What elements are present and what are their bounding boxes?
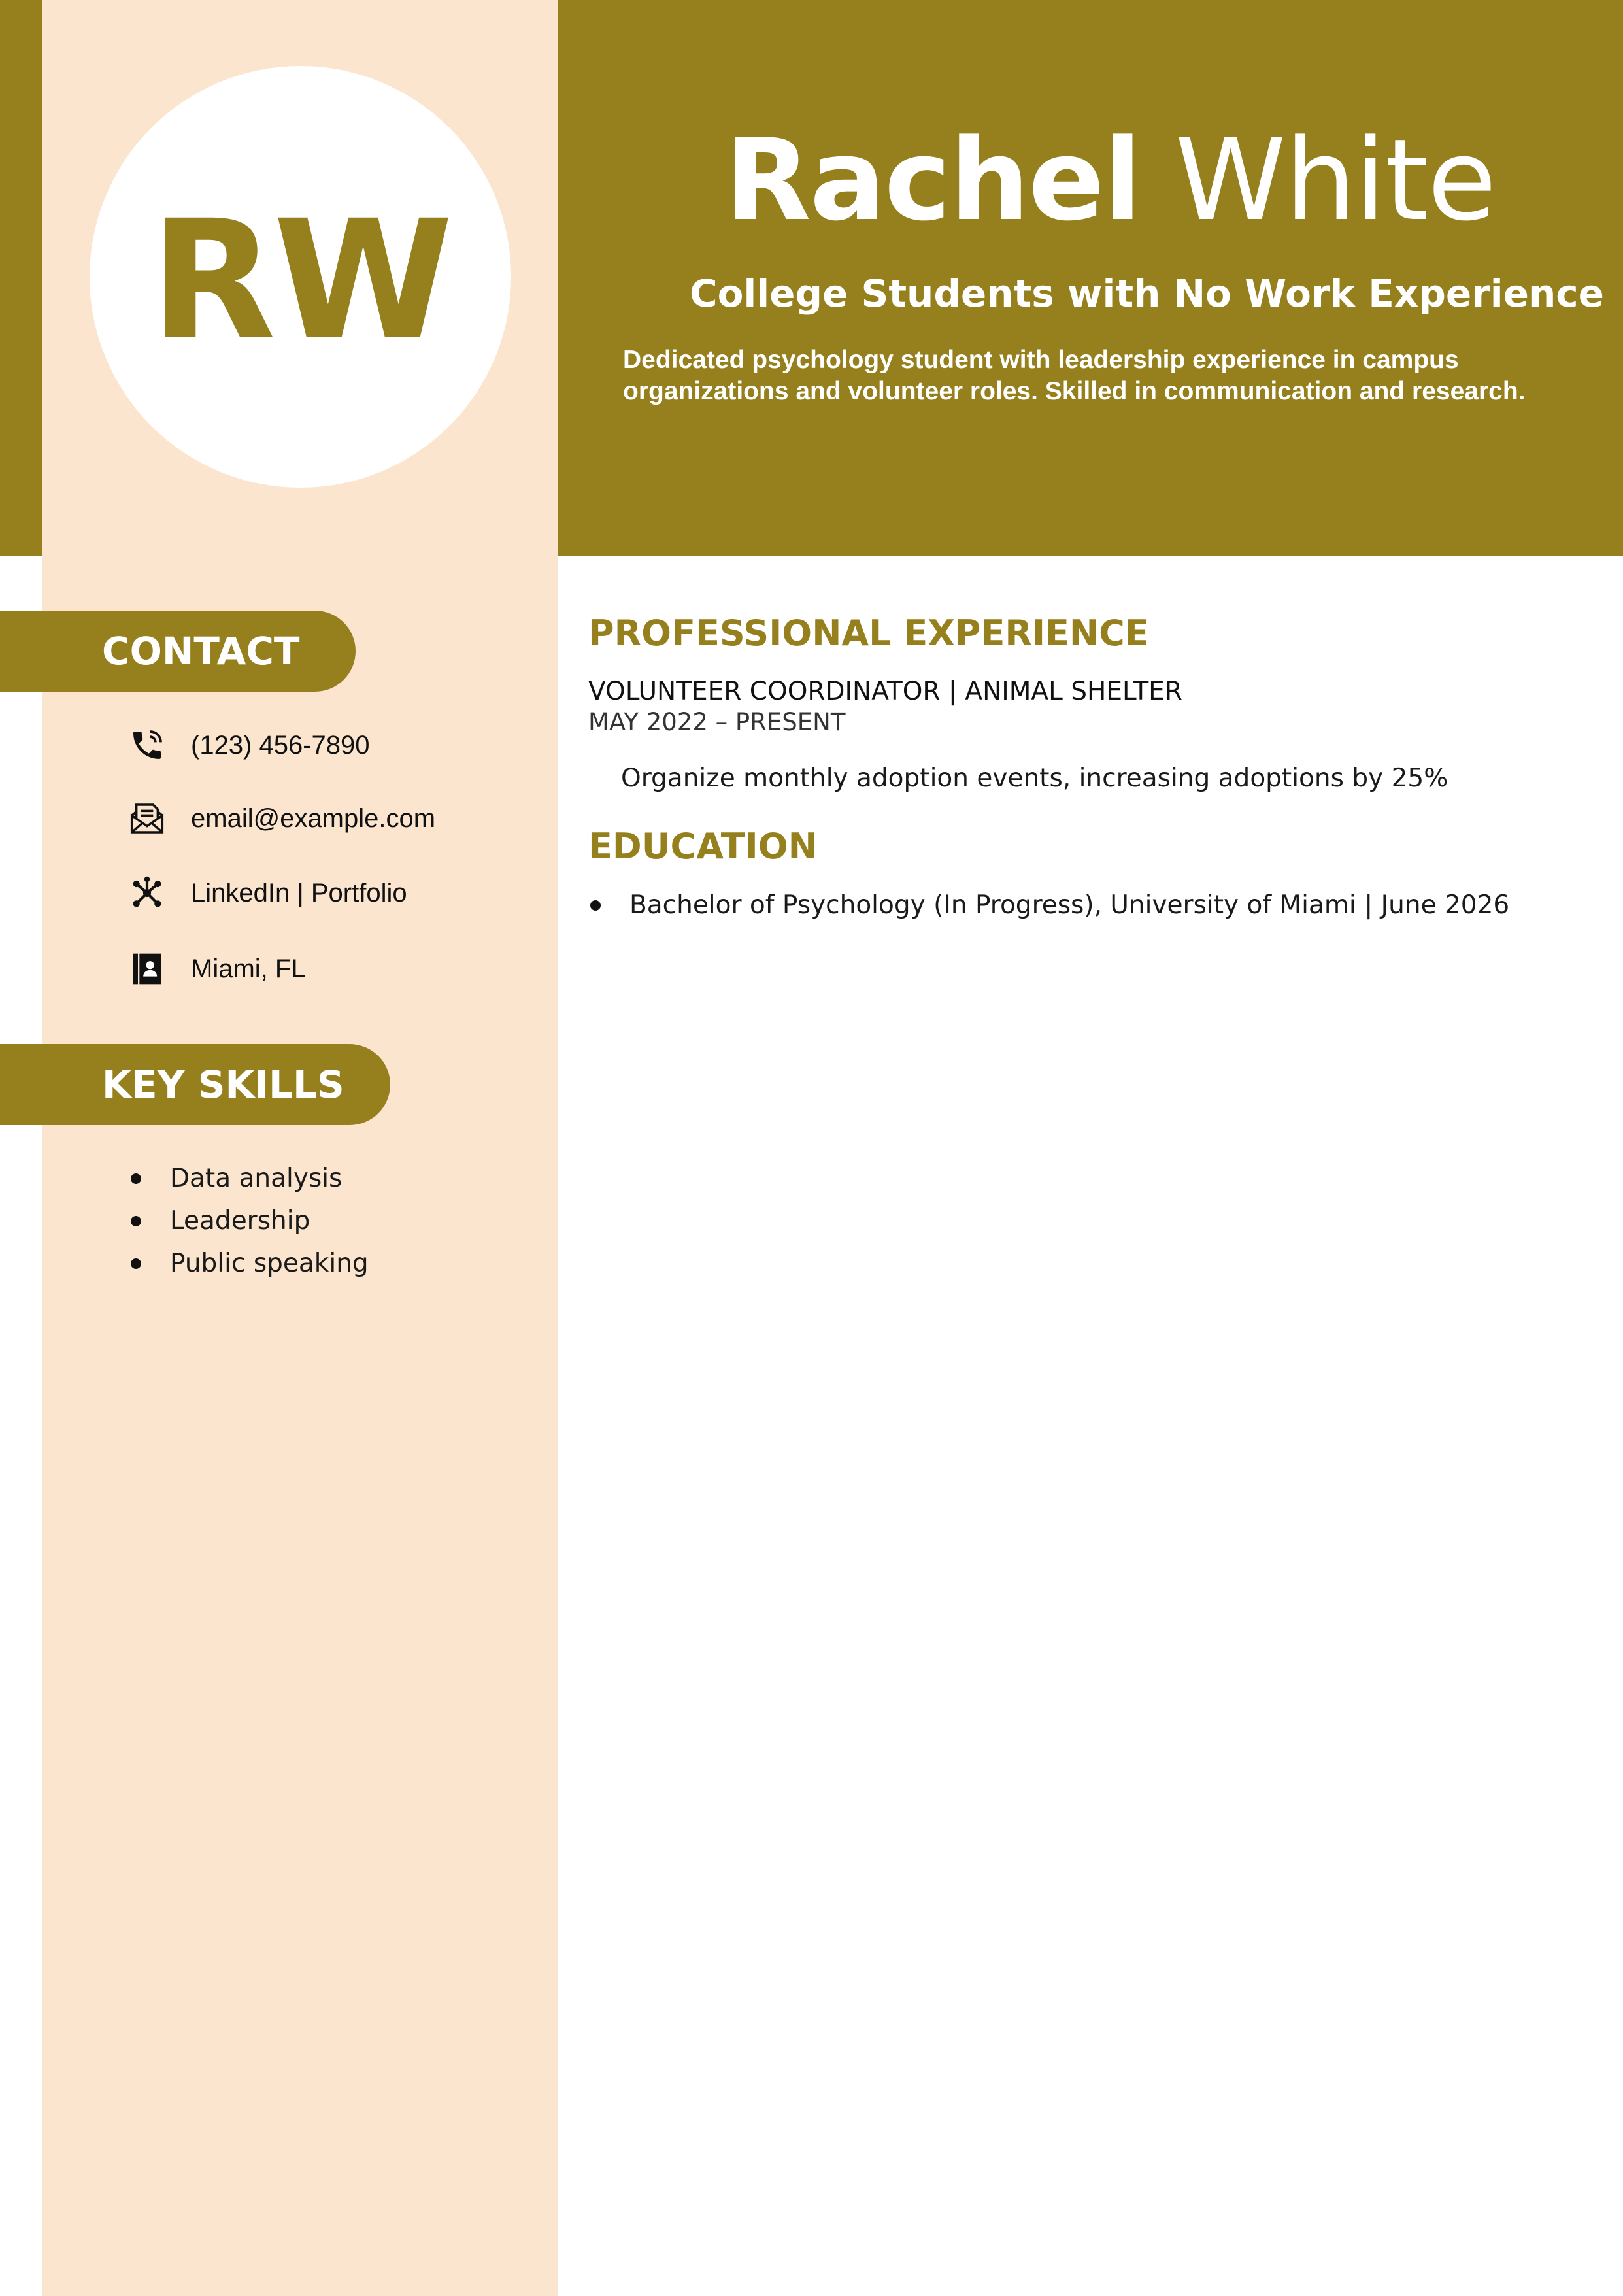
contact-email (128, 799, 435, 838)
links-text[interactable]: LinkedIn | Portfolio (191, 878, 407, 907)
envelope-icon (128, 800, 166, 837)
contact-links (128, 873, 407, 913)
summary-text: Dedicated psychology student with leadership experience in campus organizations and volunteer roles. Skilled in communication and research. (623, 346, 1526, 405)
first-name: Rachel (724, 114, 1141, 246)
job-dates: MAY 2022 – PRESENT (588, 708, 846, 736)
skill-label: Data analysis (170, 1164, 343, 1193)
last-name: White (1175, 114, 1496, 246)
skill-item (131, 1157, 369, 1200)
phone-text: (123) 456-7890 (191, 730, 370, 760)
bullet-dot (131, 1216, 141, 1226)
skill-item (131, 1242, 369, 1285)
phone-icon (128, 726, 166, 764)
education-text: Bachelor of Psychology (In Progress), University of Miami | June 2026 (629, 890, 1510, 920)
skills-heading (0, 1044, 390, 1125)
bullet-dot (131, 1173, 141, 1184)
experience-heading: PROFESSIONAL EXPERIENCE (588, 613, 1149, 654)
contact-heading (0, 611, 356, 692)
header-band-left (0, 0, 42, 556)
monogram-circle (90, 66, 511, 488)
skills-list (131, 1157, 369, 1285)
monogram: RW (150, 184, 451, 375)
contact-location (128, 949, 306, 988)
skill-label: Leadership (170, 1206, 310, 1236)
contact-phone (128, 726, 370, 765)
candidate-name (558, 114, 1623, 246)
education-item (590, 890, 1509, 920)
job-achievement: Organize monthly adoption events, increasing adoptions by 25% (621, 764, 1448, 793)
resume-subtitle: College Students with No Work Experience (690, 271, 1605, 316)
email-text[interactable]: email@example.com (191, 803, 436, 833)
skills-heading-label: KEY SKILLS (102, 1062, 344, 1107)
address-book-icon (128, 950, 166, 988)
bullet-dot (131, 1258, 141, 1269)
education-heading: EDUCATION (588, 826, 818, 867)
skill-item (131, 1200, 369, 1242)
location-text: Miami, FL (191, 954, 306, 983)
job-title: VOLUNTEER COORDINATOR | ANIMAL SHELTER (588, 677, 1182, 706)
skill-label: Public speaking (170, 1249, 369, 1278)
bullet-dot (590, 900, 601, 911)
network-icon (128, 874, 166, 912)
contact-heading-label: CONTACT (102, 629, 300, 673)
